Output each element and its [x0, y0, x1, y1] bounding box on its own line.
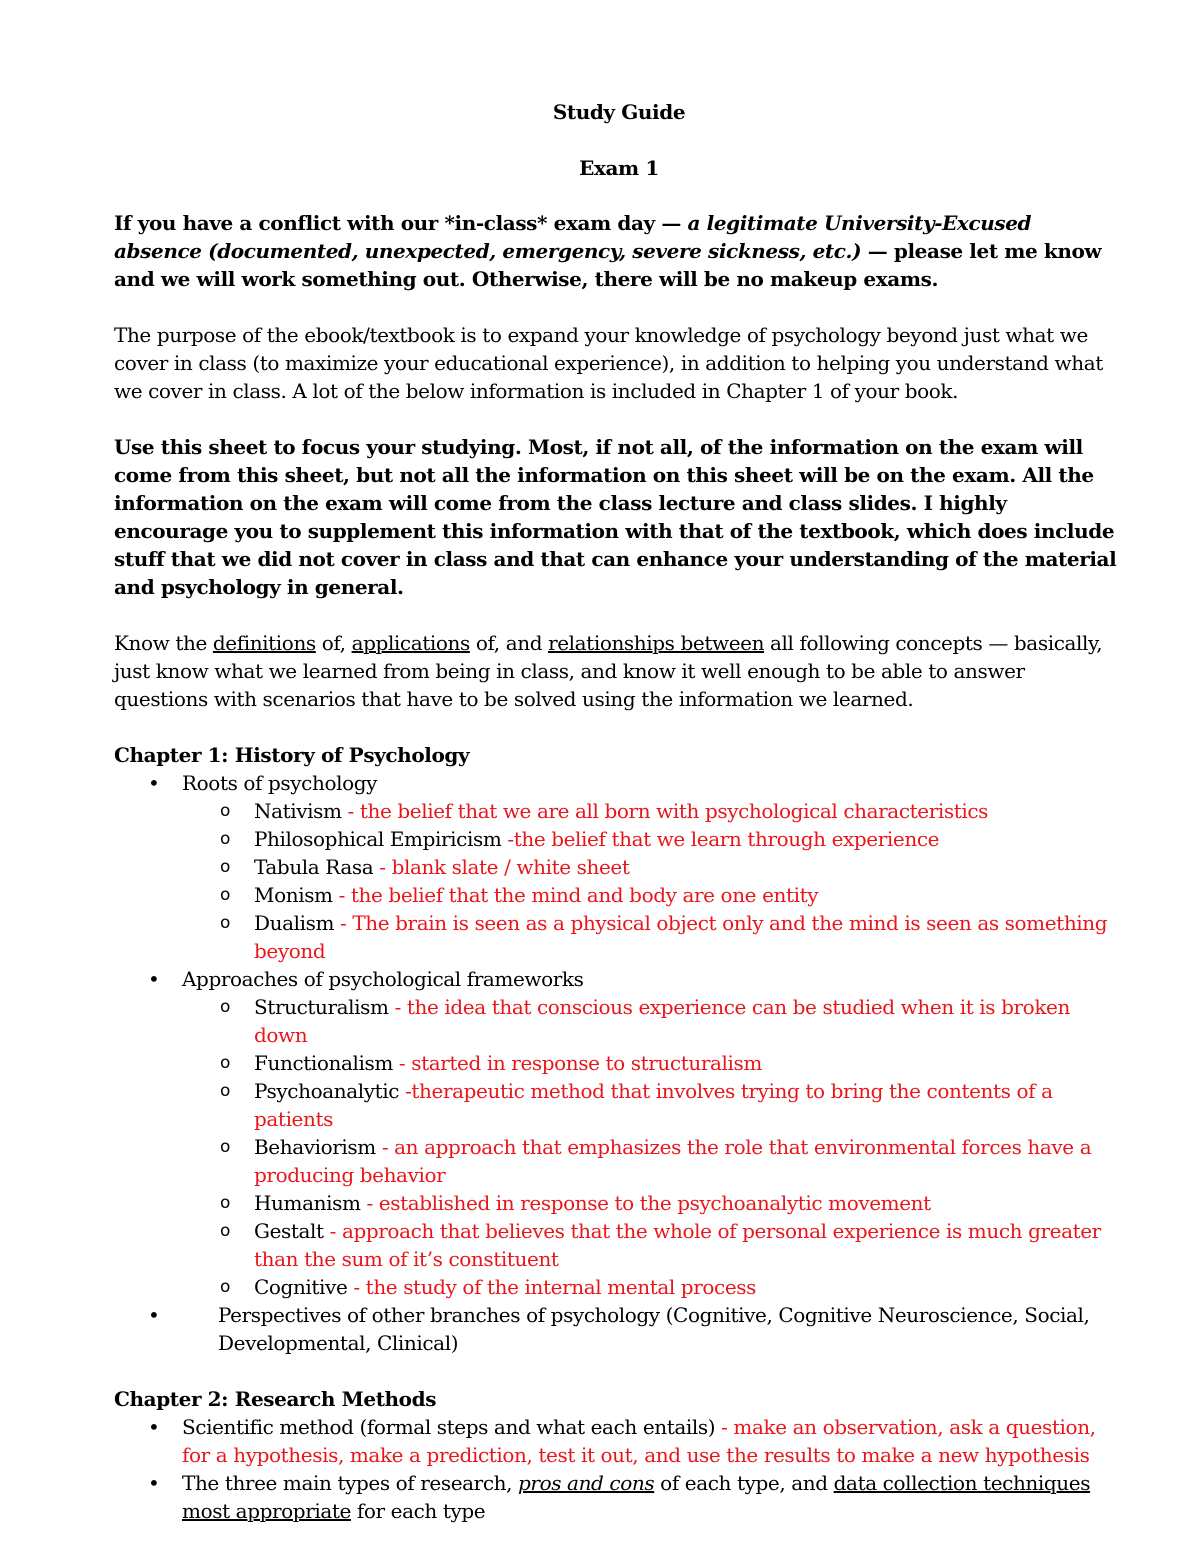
sub-bullet-icon: o [220, 1137, 231, 1157]
term: Monism [254, 883, 333, 907]
types-underline-data-collection: data collection techniques most appropriate [182, 1471, 1091, 1523]
chapter1-list [114, 769, 1124, 1357]
term: Dualism [254, 911, 335, 935]
bullet-icon: • [148, 967, 160, 991]
roots-sublist [182, 797, 1124, 965]
know-paragraph [114, 629, 1124, 713]
list-item-research-types [114, 1469, 1124, 1525]
types-text-2: of each type, and [654, 1471, 834, 1495]
sub-bullet-icon: o [220, 997, 231, 1017]
definition: - the study of the internal mental process [347, 1275, 756, 1299]
list-item [114, 881, 1124, 909]
types-text-1: The three main types of research, [182, 1471, 519, 1495]
definition: - blank slate / white sheet [373, 855, 630, 879]
definition: -therapeutic method that involves trying to bring the contents of a patients [254, 1079, 1053, 1131]
chapter2-heading: Chapter 2: Research Methods [114, 1387, 437, 1411]
chapter2-list [114, 1413, 1124, 1525]
bullet-icon: • [148, 1303, 160, 1327]
sub-bullet-icon: o [220, 1193, 231, 1213]
focus-paragraph: Use this sheet to focus your studying. Most, if not all, of the information on the exam will come from this sheet, but not all the information on this sheet will be on the exam. All the information on the exam will come from the class lecture and class slides. I highly encourage you to supplement this information with that of the textbook, which does include stuff that we did not cover in class and that can enhance your understanding of the material and psychology in general. [114, 435, 1117, 599]
purpose-paragraph: The purpose of the ebook/textbook is to expand your knowledge of psychology beyond just what we cover in class (to maximize your educational experience), in addition to helping you understand what we cover in class. A lot of the below information is included in Chapter 1 of your book. [114, 323, 1103, 403]
definition: - the belief that we are all born with psychological characteristics [341, 799, 989, 823]
definition: - the idea that conscious experience can be studied when it is broken down [254, 995, 1070, 1047]
notice-part2: — please let me know and we will work something out. Otherwise, there will be no makeup exams. [114, 239, 1102, 291]
definition: - established in response to the psychoanalytic movement [360, 1191, 931, 1215]
term: Scientific method (formal steps and what each entails) [182, 1415, 716, 1439]
notice-italic: a legitimate University-Excused absence (documented, unexpected, emergency, severe sickness, etc.) [114, 211, 1032, 263]
list-item [114, 853, 1124, 881]
list-item [114, 797, 1124, 825]
definition: - an approach that emphasizes the role that environmental forces have a producing behavior [254, 1135, 1092, 1187]
list-item [114, 1049, 1124, 1077]
term: Functionalism [254, 1051, 393, 1075]
definition: -the belief that we learn through experience [501, 827, 940, 851]
types-underline-pros-cons: pros and cons [518, 1471, 655, 1495]
list-item [114, 1189, 1124, 1217]
know-text-4: all following concepts — basically, just know what we learned from being in class, and know it well enough to be able to answer questions with scenarios that have to be solved using the information we learned. [114, 631, 1103, 711]
chapter1-heading: Chapter 1: History of Psychology [114, 743, 470, 767]
definition: - approach that believes that the whole of personal experience is much greater than the sum of it’s constituent [254, 1219, 1101, 1271]
doc-subtitle: Exam 1 [579, 156, 659, 180]
bullet-icon: • [148, 1471, 160, 1495]
exam-conflict-notice [114, 209, 1124, 293]
term: Psychoanalytic [254, 1079, 400, 1103]
doc-title: Study Guide [552, 100, 686, 124]
list-item-approaches [114, 965, 1124, 1301]
list-item [114, 909, 1124, 965]
term: Humanism [254, 1191, 361, 1215]
sub-bullet-icon: o [220, 1081, 231, 1101]
list-item [114, 825, 1124, 853]
sub-bullet-icon: o [220, 1221, 231, 1241]
term: Cognitive [254, 1275, 348, 1299]
document-content [114, 98, 1124, 1525]
approaches-label: Approaches of psychological frameworks [182, 967, 584, 991]
sub-bullet-icon: o [220, 885, 231, 905]
term: Nativism [254, 799, 342, 823]
sub-bullet-icon: o [220, 1277, 231, 1297]
term: Tabula Rasa [254, 855, 374, 879]
sub-bullet-icon: o [220, 801, 231, 821]
list-item [114, 993, 1124, 1049]
know-underline-applications: applications [351, 631, 470, 655]
sub-bullet-icon: o [220, 857, 231, 877]
know-text-2: of, [315, 631, 352, 655]
know-underline-relationships: relationships between [548, 631, 765, 655]
notice-part1: If you have a conflict with our *in-class* exam day — [114, 211, 688, 235]
bullet-icon: • [148, 771, 160, 795]
definition: - make an observation, ask a question, for a hypothesis, make a prediction, test it out, and use the results to make a new hypothesis [182, 1415, 1096, 1467]
sub-bullet-icon: o [220, 829, 231, 849]
list-item [114, 1217, 1124, 1273]
term: Behaviorism [254, 1135, 376, 1159]
list-item [114, 1077, 1124, 1133]
term: Structuralism [254, 995, 389, 1019]
know-text-1: Know the [114, 631, 213, 655]
list-item-roots [114, 769, 1124, 965]
approaches-sublist [182, 993, 1124, 1301]
perspectives-label: Perspectives of other branches of psychology (Cognitive, Cognitive Neuroscience, Social, Developmental, Clinical) [218, 1303, 1090, 1355]
know-text-3: of, and [469, 631, 549, 655]
bullet-icon: • [148, 1415, 160, 1439]
list-item-perspectives [114, 1301, 1124, 1357]
definition: - The brain is seen as a physical object only and the mind is seen as something beyond [254, 911, 1108, 963]
list-item [114, 1133, 1124, 1189]
list-item [114, 1273, 1124, 1301]
roots-label: Roots of psychology [182, 771, 378, 795]
definition: - started in response to structuralism [392, 1051, 762, 1075]
sub-bullet-icon: o [220, 1053, 231, 1073]
list-item-scientific-method [114, 1413, 1124, 1469]
term: Philosophical Empiricism [254, 827, 502, 851]
know-underline-definitions: definitions [212, 631, 316, 655]
sub-bullet-icon: o [220, 913, 231, 933]
types-text-3: for each type [350, 1499, 486, 1523]
term: Gestalt [254, 1219, 324, 1243]
definition: - the belief that the mind and body are one entity [332, 883, 819, 907]
